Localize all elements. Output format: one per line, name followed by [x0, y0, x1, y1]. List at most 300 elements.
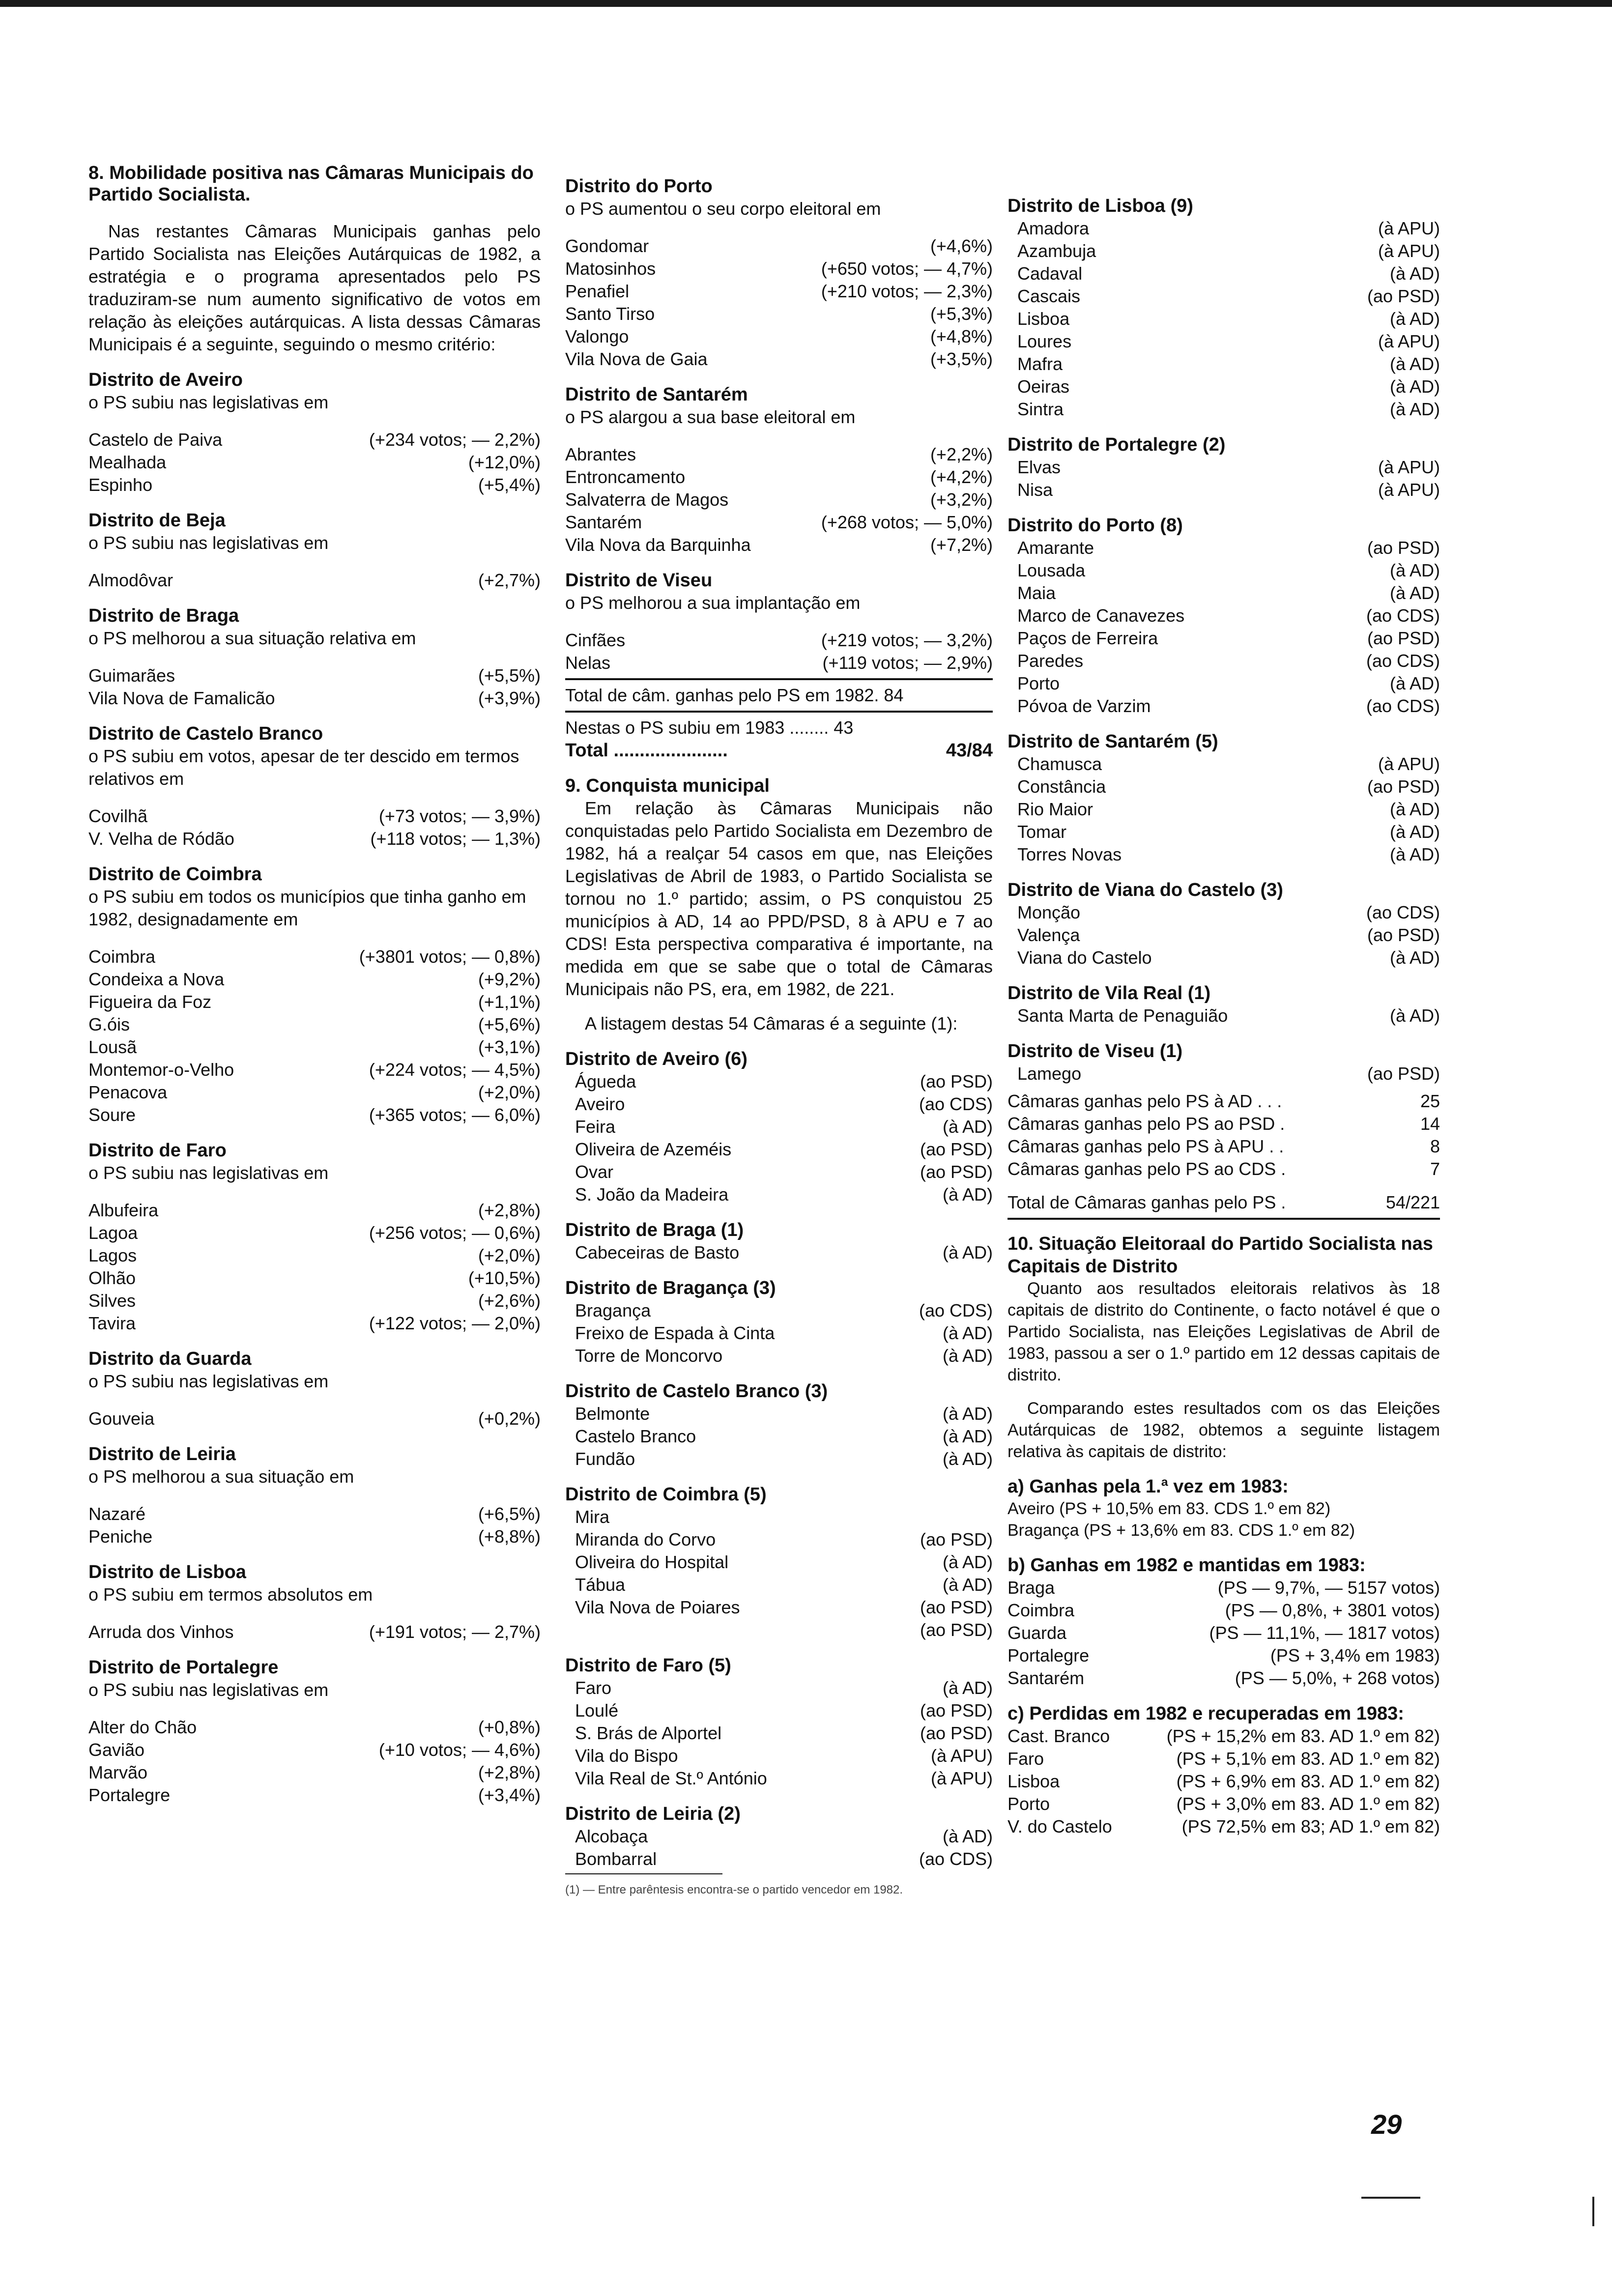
list-item: [1008, 1644, 1440, 1667]
list-item: [1008, 1667, 1440, 1690]
municipality-name: Condeixa a Nova: [88, 969, 225, 989]
municipality-name: Guimarães: [88, 665, 175, 686]
district-title: Distrito de Santarém: [565, 384, 748, 405]
subheading-b: b) Ganhas em 1982 e mantidas em 1983:: [1008, 1555, 1366, 1576]
district-title: Distrito de Leiria: [88, 1444, 236, 1464]
result-value: (ao PSD): [920, 1162, 993, 1182]
result-value: (ao PSD): [1367, 628, 1440, 648]
result-value: (ao PSD): [920, 1723, 993, 1743]
divider: [565, 678, 993, 680]
list-item: [88, 1525, 541, 1548]
total-label: Total ......................: [565, 740, 728, 761]
district-title: Distrito de Coimbra: [88, 864, 262, 885]
municipality-name: Valongo: [565, 326, 629, 346]
summary-row: [1008, 1135, 1440, 1158]
result-value: (ao PSD): [920, 1700, 993, 1721]
district-subtitle: o PS subiu nas legislativas em: [88, 1680, 329, 1700]
list-item: [88, 991, 541, 1013]
result-value: (à AD): [942, 1346, 993, 1366]
result-value: (+3,9%): [478, 688, 541, 708]
list-item: [88, 1761, 541, 1784]
list-item: [565, 1241, 993, 1264]
result-value: (+0,8%): [478, 1717, 541, 1737]
result-value: (à AD): [942, 1117, 993, 1137]
list-item: [565, 1116, 993, 1138]
result-value: (+1,1%): [478, 992, 541, 1012]
municipality-name: Vila Real de St.º António: [575, 1768, 767, 1788]
list-item: [565, 1528, 993, 1551]
result-value: (+3,5%): [930, 349, 993, 369]
result-value: (ao PSD): [920, 1597, 993, 1617]
municipality-name: Faro: [575, 1678, 612, 1698]
summary-value: 8: [1430, 1136, 1440, 1156]
result-value: (+2,6%): [478, 1291, 541, 1311]
municipality-name: Marco de Canavezes: [1017, 605, 1185, 626]
district-title: Distrito de Viseu (1): [1008, 1041, 1183, 1062]
list-item: [88, 1290, 541, 1312]
district-title: Distrito de Portalegre: [88, 1657, 279, 1678]
municipality-name: Feira: [575, 1117, 616, 1137]
municipality-name: Águeda: [575, 1071, 636, 1091]
municipality-name: Guarda: [1008, 1623, 1067, 1643]
municipality-name: Montemor-o-Velho: [88, 1060, 234, 1080]
municipality-name: Loures: [1017, 331, 1072, 351]
result-value: (à AD): [1389, 1005, 1440, 1026]
district-list: [1008, 1004, 1440, 1027]
municipality-name: Valença: [1017, 925, 1080, 945]
list-item: [565, 1619, 993, 1641]
result-value: (+210 votos; — 2,3%): [821, 281, 993, 301]
district-list: [88, 1621, 541, 1643]
result-value: (à APU): [1378, 480, 1440, 500]
municipality-name: Cabeceiras de Basto: [575, 1242, 740, 1263]
district-title: Distrito de Faro: [88, 1140, 227, 1161]
result-value: (+2,7%): [478, 570, 541, 590]
result-value: (à AD): [942, 1552, 993, 1572]
list-item: [1008, 821, 1440, 843]
result-value: (+9,2%): [478, 969, 541, 989]
municipality-name: Albufeira: [88, 1200, 159, 1220]
district-subtitle: o PS melhorou a sua situação em: [88, 1466, 354, 1487]
list-item: [565, 1183, 993, 1206]
municipality-name: Aveiro: [575, 1094, 625, 1114]
district-title: Distrito de Santarém (5): [1008, 731, 1218, 752]
district-title: Distrito de Lisboa: [88, 1562, 246, 1582]
municipality-name: Alter do Chão: [88, 1717, 197, 1737]
summary-list: [1008, 1090, 1440, 1180]
list-item: [1008, 479, 1440, 501]
municipality-name: Braga: [1008, 1578, 1055, 1598]
list-item: [1008, 1599, 1440, 1622]
column-1: [88, 162, 541, 1808]
total-ganhas: Total de câm. ganhas pelo PS em 1982. 84: [565, 685, 904, 705]
district-title: Distrito de Braga: [88, 605, 239, 626]
result-value: (+0,2%): [478, 1408, 541, 1429]
result-value: (PS — 9,7%, — 5157 votos): [1217, 1578, 1440, 1598]
district-list: [88, 429, 541, 496]
result-value: (ao CDS): [1366, 902, 1440, 922]
district-list: [1008, 456, 1440, 501]
municipality-name: Abrantes: [565, 444, 636, 464]
list-item: [565, 488, 993, 511]
list-item: [1008, 924, 1440, 947]
municipality-name: Gouveia: [88, 1408, 155, 1429]
district-list: [565, 443, 993, 556]
municipality-name: Chamusca: [1017, 754, 1102, 774]
list-item: [88, 1104, 541, 1126]
result-value: (ao CDS): [919, 1094, 993, 1114]
result-value: (+2,0%): [478, 1245, 541, 1265]
result-value: (à AD): [942, 1404, 993, 1424]
result-value: (+234 votos; — 2,2%): [369, 430, 541, 450]
list-item: [565, 511, 993, 534]
list-item: [565, 1767, 993, 1790]
list-item: [1008, 901, 1440, 924]
district-title: Distrito de Aveiro (6): [565, 1049, 748, 1069]
list-item: [88, 1312, 541, 1335]
list-item: [565, 1070, 993, 1093]
list-item: [1008, 1793, 1440, 1815]
list-item: [1008, 398, 1440, 421]
list-item: [565, 1138, 993, 1161]
district-title: Distrito do Porto: [565, 176, 713, 197]
district-list: [1008, 1062, 1440, 1085]
district-subtitle: o PS subiu nas legislativas em: [88, 533, 329, 553]
municipality-name: Bragança: [575, 1300, 651, 1320]
summary-value: 14: [1420, 1114, 1440, 1134]
municipality-name: Arruda dos Vinhos: [88, 1622, 234, 1642]
result-value: (+119 votos; — 2,9%): [822, 653, 993, 673]
list-item: [1008, 375, 1440, 398]
district-list: [565, 1299, 993, 1367]
scan-mark: [1592, 2197, 1594, 2226]
list-item: [1008, 1004, 1440, 1027]
capital-item: Bragança (PS + 13,6% em 83. CDS 1.º em 82): [1008, 1521, 1355, 1540]
total-camaras-label: Total de Câmaras ganhas pelo PS .: [1008, 1192, 1286, 1212]
municipality-name: Santarém: [565, 512, 642, 532]
municipality-name: Lisboa: [1008, 1771, 1060, 1791]
list-item: [1008, 582, 1440, 604]
paragraph-9a: Em relação às Câmaras Municipais não conquistadas pelo Partido Socialista em Dezembro de 1982, há a realçar 54 casos em que, nas Eleições Legislativas de Abril de 1983, o Partido Socialista se tornou no 1.º partido; assim, o PS conquistou 25 municípios à AD, 14 ao PPD/PSD, 8 à APU e 7 ao CDS! Esta perspectiva comparativa é importante, na medida em que se sabe que o total de Câmaras Municipais não PS, era, em 1982, de 221.: [565, 798, 993, 999]
result-value: (+650 votos; — 4,7%): [821, 258, 993, 279]
result-value: (à AD): [1389, 376, 1440, 397]
list-item: [88, 569, 541, 592]
list-item: [1008, 1577, 1440, 1599]
result-value: (PS + 3,4% em 1983): [1270, 1645, 1440, 1665]
district-list: [1008, 1725, 1440, 1838]
municipality-name: Penacova: [88, 1082, 168, 1102]
municipality-name: Vila Nova de Poiares: [575, 1597, 740, 1617]
list-item: [1008, 627, 1440, 650]
district-subtitle: o PS subiu nas legislativas em: [88, 1163, 329, 1183]
district-list: [1008, 217, 1440, 421]
municipality-name: Cast. Branco: [1008, 1726, 1110, 1746]
list-item: [1008, 1815, 1440, 1838]
municipality-name: Coimbra: [1008, 1600, 1075, 1620]
district-subtitle: o PS melhorou a sua implantação em: [565, 593, 861, 613]
result-value: (à AD): [1389, 844, 1440, 864]
list-item: [1008, 843, 1440, 866]
municipality-name: Peniche: [88, 1526, 153, 1547]
list-item: [1008, 604, 1440, 627]
municipality-name: Nisa: [1017, 480, 1053, 500]
summary-row: [1008, 1158, 1440, 1180]
result-value: (à AD): [1389, 399, 1440, 419]
total-camaras-value: 54/221: [1385, 1192, 1440, 1212]
district-title: Distrito de Braga (1): [565, 1220, 744, 1240]
result-value: (à APU): [930, 1768, 993, 1788]
column-2: [565, 162, 993, 1897]
municipality-name: Cinfães: [565, 630, 626, 650]
municipality-name: Amarante: [1017, 538, 1094, 558]
municipality-name: Oliveira de Azeméis: [575, 1139, 732, 1159]
district-subtitle: o PS subiu nas legislativas em: [88, 1371, 329, 1391]
list-item: [1008, 947, 1440, 969]
result-value: (à AD): [942, 1449, 993, 1469]
list-item: [565, 1722, 993, 1745]
result-value: (à AD): [942, 1826, 993, 1846]
district-list: [1008, 1577, 1440, 1690]
list-item: [88, 946, 541, 968]
intro-paragraph: Nas restantes Câmaras Municipais ganhas pelo Partido Socialista nas Eleições Autárquicas de 1982, a estratégia e o programa apresentados pelo PS traduziram-se num aumento significativo de votos em relação às eleições autárquicas. A lista dessas Câmaras Municipais é a seguinte, seguindo o mesmo critério:: [88, 221, 541, 354]
result-value: (PS — 5,0%, + 268 votos): [1235, 1668, 1440, 1688]
total-camaras-row: [1008, 1191, 1440, 1214]
footnote-rule: [565, 1873, 722, 1874]
list-item: [565, 1551, 993, 1574]
list-item: [565, 1093, 993, 1116]
municipality-name: Espinho: [88, 475, 153, 495]
district-subtitle: o PS subiu em todos os municípios que tinha ganho em 1982, designadamente em: [88, 887, 526, 929]
municipality-name: Mealhada: [88, 452, 167, 472]
result-value: (à AD): [1389, 309, 1440, 329]
list-item: [565, 1745, 993, 1767]
district-title: Distrito de Aveiro: [88, 370, 243, 390]
municipality-name: Figueira da Foz: [88, 992, 212, 1012]
result-value: (+2,2%): [930, 444, 993, 464]
list-item: [1008, 285, 1440, 308]
result-value: (+365 votos; — 6,0%): [369, 1105, 541, 1125]
district-title: Distrito de Lisboa (9): [1008, 196, 1193, 216]
list-item: [88, 1621, 541, 1643]
result-value: (à AD): [942, 1575, 993, 1595]
list-item: [88, 429, 541, 451]
list-item: [88, 1503, 541, 1525]
municipality-name: Covilhã: [88, 806, 148, 826]
result-value: (ao CDS): [1366, 651, 1440, 671]
municipality-name: Nazaré: [88, 1504, 146, 1524]
list-item: [88, 1267, 541, 1290]
list-item: [88, 1222, 541, 1244]
result-value: (+5,5%): [478, 665, 541, 686]
result-value: (+7,2%): [930, 535, 993, 555]
district-list: [565, 629, 993, 674]
summary-value: 25: [1420, 1091, 1440, 1111]
result-value: (+5,4%): [478, 475, 541, 495]
list-item: [1008, 217, 1440, 240]
list-item: [565, 1322, 993, 1345]
district-list: [88, 569, 541, 592]
list-item: [565, 1345, 993, 1367]
district-subtitle: o PS subiu em termos absolutos em: [88, 1584, 373, 1605]
district-title: Distrito da Guarda: [88, 1349, 252, 1369]
district-title: Distrito de Bragança (3): [565, 1278, 776, 1298]
municipality-name: Belmonte: [575, 1404, 650, 1424]
list-item: [88, 1199, 541, 1222]
municipality-name: Mira: [575, 1507, 609, 1527]
municipality-name: Lisboa: [1017, 309, 1070, 329]
municipality-name: Penafiel: [565, 281, 630, 301]
list-item: [565, 1425, 993, 1448]
result-value: (+12,0%): [468, 452, 541, 472]
municipality-name: Cadaval: [1017, 263, 1083, 284]
list-item: [565, 1699, 993, 1722]
district-list: [1008, 753, 1440, 866]
district-list: [1008, 537, 1440, 718]
result-value: (à AD): [942, 1323, 993, 1343]
result-value: (+2,0%): [478, 1082, 541, 1102]
result-value: (à AD): [1389, 263, 1440, 284]
list-item: [565, 1299, 993, 1322]
summary-value: 7: [1430, 1159, 1440, 1179]
list-item: [565, 1403, 993, 1425]
municipality-name: Salvaterra de Magos: [565, 489, 729, 510]
list-item: [1008, 753, 1440, 775]
district-subtitle: o PS subiu nas legislativas em: [88, 392, 329, 412]
district-list: [88, 1503, 541, 1548]
list-item: [1008, 1062, 1440, 1085]
list-item: [88, 1244, 541, 1267]
result-value: (ao PSD): [920, 1620, 993, 1640]
scan-top-edge: [0, 0, 1612, 7]
subheading-c: c) Perdidas em 1982 e recuperadas em 1983:: [1008, 1703, 1404, 1724]
municipality-name: Entroncamento: [565, 467, 686, 487]
result-value: (ao PSD): [920, 1071, 993, 1091]
result-value: (à APU): [1378, 218, 1440, 238]
list-item: [1008, 537, 1440, 559]
result-value: (+73 votos; — 3,9%): [378, 806, 541, 826]
list-item: [1008, 1725, 1440, 1748]
divider: [1008, 1218, 1440, 1220]
result-value: (ao PSD): [1367, 286, 1440, 306]
result-value: (ao PSD): [1367, 1063, 1440, 1084]
list-item: [1008, 308, 1440, 330]
list-item: [1008, 775, 1440, 798]
municipality-name: S. Brás de Alportel: [575, 1723, 722, 1743]
municipality-name: Marvão: [88, 1762, 148, 1782]
municipality-name: Vila Nova de Famalicão: [88, 688, 275, 708]
municipality-name: Freixo de Espada à Cinta: [575, 1323, 775, 1343]
result-value: (à AD): [1389, 822, 1440, 842]
municipality-name: Lagos: [88, 1245, 137, 1265]
result-value: (+219 votos; — 3,2%): [821, 630, 993, 650]
list-item: [565, 1506, 993, 1528]
result-value: (à AD): [942, 1242, 993, 1263]
scan-mark: [1361, 2197, 1420, 2199]
result-value: (à AD): [1389, 583, 1440, 603]
district-list: [565, 1403, 993, 1470]
municipality-name: Fundão: [575, 1449, 635, 1469]
result-value: (ao CDS): [1366, 605, 1440, 626]
municipality-name: Matosinhos: [565, 258, 656, 279]
list-item: [1008, 1748, 1440, 1770]
list-item: [565, 466, 993, 488]
list-item: [1008, 330, 1440, 353]
district-list: [88, 664, 541, 710]
list-item: [88, 828, 541, 850]
district-subtitle: o PS melhorou a sua situação relativa em: [88, 628, 416, 648]
list-item: [565, 235, 993, 258]
capital-item: Aveiro (PS + 10,5% em 83. CDS 1.º em 82): [1008, 1499, 1331, 1518]
municipality-name: Torres Novas: [1017, 844, 1122, 864]
subheading-a: a) Ganhas pela 1.ª vez em 1983:: [1008, 1476, 1289, 1497]
list-item: [1008, 798, 1440, 821]
result-value: (ao CDS): [919, 1300, 993, 1320]
result-value: (PS + 6,9% em 83. AD 1.º em 82): [1176, 1771, 1440, 1791]
district-title: Distrito de Leiria (2): [565, 1804, 741, 1824]
column-3: [1008, 182, 1440, 1840]
list-item: [565, 1574, 993, 1596]
municipality-name: Elvas: [1017, 457, 1061, 477]
district-list: [88, 1199, 541, 1335]
list-item: [1008, 1622, 1440, 1644]
total-value: 43/84: [946, 740, 993, 761]
result-value: (ao PSD): [1367, 776, 1440, 797]
municipality-name: Portalegre: [88, 1785, 171, 1805]
result-value: (PS + 3,0% em 83. AD 1.º em 82): [1176, 1794, 1440, 1814]
result-value: (+4,2%): [930, 467, 993, 487]
footnote: (1) — Entre parêntesis encontra-se o partido vencedor em 1982.: [565, 1883, 903, 1896]
municipality-name: Santarém: [1008, 1668, 1085, 1688]
municipality-name: Portalegre: [1008, 1645, 1090, 1665]
list-item: [88, 1036, 541, 1059]
municipality-name: Maia: [1017, 583, 1056, 603]
list-item: [88, 805, 541, 828]
municipality-name: Rio Maior: [1017, 799, 1094, 819]
result-value: (+3801 votos; — 0,8%): [359, 947, 541, 967]
municipality-name: Constância: [1017, 776, 1106, 797]
municipality-name: Azambuja: [1017, 241, 1096, 261]
municipality-name: Castelo Branco: [575, 1426, 696, 1446]
municipality-name: Castelo de Paiva: [88, 430, 223, 450]
result-value: (à AD): [1389, 799, 1440, 819]
list-item: [565, 1848, 993, 1870]
list-item: [88, 1059, 541, 1081]
list-item: [1008, 1770, 1440, 1793]
municipality-name: V. Velha de Ródão: [88, 829, 234, 849]
district-list: [88, 946, 541, 1126]
result-value: (à APU): [1378, 754, 1440, 774]
summary-row: [1008, 1090, 1440, 1113]
result-value: (+8,8%): [478, 1526, 541, 1547]
result-value: (+3,2%): [930, 489, 993, 510]
result-value: (ao PSD): [920, 1139, 993, 1159]
list-item: [565, 534, 993, 556]
summary-label: Câmaras ganhas pelo PS ao PSD .: [1008, 1114, 1285, 1134]
result-value: (à AD): [942, 1184, 993, 1205]
district-list: [565, 1825, 993, 1870]
list-item: [565, 1596, 993, 1619]
district-list: [565, 1677, 993, 1790]
result-value: (+3,4%): [478, 1785, 541, 1805]
total-row: [565, 739, 993, 762]
result-value: (+256 votos; — 0,6%): [369, 1223, 541, 1243]
municipality-name: Lousada: [1017, 560, 1086, 580]
divider: [565, 711, 993, 713]
nestas-line: Nestas o PS subiu em 1983 ........ 43: [565, 718, 854, 738]
result-value: (à AD): [1389, 947, 1440, 968]
result-value: (PS 72,5% em 83; AD 1.º em 82): [1181, 1816, 1440, 1837]
list-item: [88, 1013, 541, 1036]
